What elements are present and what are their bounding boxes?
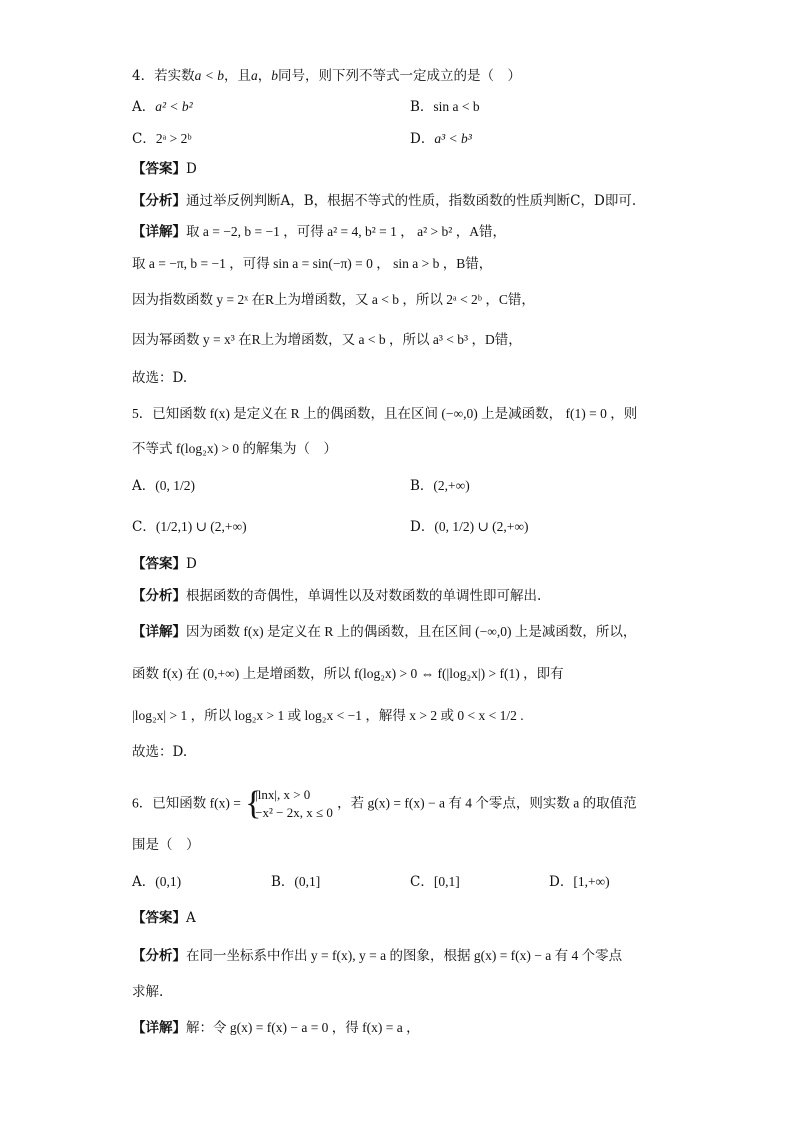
q5-option-a-label: A．	[132, 478, 156, 494]
q5-detail-tag: 【详解】	[132, 624, 186, 640]
q5-detail-3	[132, 706, 524, 726]
q5-choice	[132, 742, 187, 762]
q5-answer	[132, 554, 197, 574]
q6-option-c-label: C．	[410, 874, 434, 890]
q6-analysis-1-text: 在同一坐标系中作出 y = f(x), y = a 的图象，根据 g(x) = f(x) − a 有 4 个零点	[186, 948, 623, 963]
q6-detail-1	[132, 1018, 420, 1038]
q4-analysis	[132, 191, 636, 211]
q6-option-b-text: (0,1]	[294, 874, 321, 889]
q6-analysis-tag: 【分析】	[132, 948, 186, 964]
q5-stem-2-text: 不等式 f(log₂x) > 0 的解集为（ ）	[132, 441, 338, 456]
q5-stem-2	[132, 439, 337, 459]
q4-answer	[132, 159, 197, 179]
q6-answer	[132, 908, 196, 928]
q6-option-a-text: (0,1)	[155, 874, 182, 889]
q5-analysis-tag: 【分析】	[132, 588, 186, 604]
q4-detail-4	[132, 330, 522, 350]
q6-piecewise	[245, 786, 333, 822]
q6-answer-value: A	[186, 910, 196, 926]
q4-option-c	[132, 129, 192, 149]
q5-option-b-label: B．	[410, 478, 434, 494]
q4-comma: ，	[257, 68, 272, 84]
q6-stem-1	[132, 786, 637, 822]
q6-detail-1-text: 解：令 g(x) = f(x) − a = 0 ，得 f(x) = a ，	[186, 1020, 420, 1035]
q4-option-b-text: sin a < b	[433, 99, 480, 114]
q6-brace: {	[245, 785, 262, 822]
q5-stem-1-text: 5．已知函数 f(x) 是定义在 R 上的偶函数，且在区间 (−∞,0) 上是减函数， f(1) = 0 ，则	[132, 406, 638, 421]
q6-option-c-text: [0,1]	[433, 874, 460, 889]
q6-stem-2	[132, 835, 200, 855]
q5-analysis-text: 根据函数的奇偶性，单调性以及对数函数的单调性即可解出.	[186, 588, 542, 604]
q4-condition: a < b	[194, 68, 224, 83]
q5-detail-2	[132, 664, 564, 684]
q4-detail-1	[132, 222, 506, 242]
q5-answer-tag: 【答案】	[132, 556, 186, 572]
q4-answer-tag: 【答案】	[132, 161, 186, 177]
q4-detail-2	[132, 254, 492, 274]
q4-option-c-text: 2ᵃ > 2ᵇ	[155, 131, 192, 146]
q4-choice-text: 故选：D.	[132, 370, 188, 386]
q6-option-a	[132, 872, 181, 892]
q5-option-c-text: (1/2,1) ∪ (2,+∞)	[155, 519, 247, 534]
q5-option-b	[410, 476, 470, 496]
q4-analysis-tag: 【分析】	[132, 193, 186, 209]
q6-option-d-text: [1,+∞)	[573, 874, 610, 889]
q4-option-a-label: A．	[132, 99, 156, 115]
q6-detail-tag: 【详解】	[132, 1020, 186, 1036]
q6-option-a-label: A．	[132, 874, 156, 890]
q5-stem-1	[132, 404, 637, 424]
q5-option-d	[410, 517, 529, 537]
q5-detail-1	[132, 622, 636, 642]
q5-detail-2-text: 函数 f(x) 在 (0,+∞) 上是增函数，所以 f(log₂x) > 0 ⇔ f(|log₂x|) > f(1) ，即有	[132, 666, 564, 681]
q6-stem-2-text: 围是（ ）	[132, 837, 200, 853]
q4-detail-1-text: 取 a = −2, b = −1 ，可得 a² = 4, b² = 1 ， a² > b² ，A错，	[186, 224, 506, 239]
q6-option-d	[549, 872, 610, 892]
q5-option-d-label: D．	[410, 519, 435, 535]
q5-option-a-text: (0, 1/2)	[155, 478, 195, 493]
q6-case-2: −x² − 2x, x ≤ 0	[255, 805, 333, 820]
q4-stem	[132, 66, 521, 86]
q4-option-b	[410, 97, 480, 117]
q5-option-d-text: (0, 1/2) ∪ (2,+∞)	[434, 519, 529, 534]
q5-answer-value: D	[186, 556, 197, 572]
q4-choice	[132, 368, 187, 388]
q4-detail-3	[132, 290, 535, 310]
q5-option-c-label: C．	[132, 519, 156, 535]
q4-option-a-text: a² < b²	[155, 99, 193, 114]
q4-option-d-label: D．	[410, 131, 435, 147]
q6-stem-prefix: 6．已知函数 f(x) =	[132, 795, 241, 811]
q4-analysis-text: 通过举反例判断A，B，根据不等式的性质，指数函数的性质判断C，D即可.	[186, 193, 637, 209]
q5-option-a	[132, 476, 195, 496]
q4-option-d	[410, 129, 472, 149]
q6-stem-suffix: ，若 g(x) = f(x) − a 有 4 个零点，则实数 a 的取值范	[337, 795, 637, 811]
q4-var-a: a	[250, 68, 258, 83]
q4-stem-mid: ，且	[223, 68, 251, 84]
q5-analysis	[132, 586, 541, 606]
q5-detail-1-text: 因为函数 f(x) 是定义在 R 上的偶函数，且在区间 (−∞,0) 上是减函数，所以，	[186, 624, 637, 639]
q6-analysis-1	[132, 946, 622, 966]
q6-analysis-2-text: 求解.	[132, 984, 164, 1000]
q6-option-c	[410, 872, 460, 892]
q4-detail-2-text: 取 a = −π, b = −1 ，可得 sin a = sin(−π) = 0 ， sin a > b ，B错，	[132, 256, 493, 271]
q4-answer-value: D	[186, 161, 197, 177]
q6-case-1: |lnx|, x > 0	[255, 787, 311, 802]
q6-answer-tag: 【答案】	[132, 910, 186, 926]
q6-option-d-label: D．	[549, 874, 574, 890]
q4-detail-3-text: 因为指数函数 y = 2ˣ 在R上为增函数，又 a < b ，所以 2ᵃ < 2ᵇ ，C错，	[132, 292, 535, 307]
q4-stem-suffix: 同号，则下列不等式一定成立的是（ ）	[277, 68, 521, 84]
q6-option-b-label: B．	[271, 874, 295, 890]
q4-var-b: b	[271, 68, 278, 83]
q4-stem-prefix: 4．若实数	[132, 68, 195, 84]
q5-option-b-text: (2,+∞)	[433, 478, 470, 493]
q5-detail-3-text: |log₂x| > 1 ，所以 log₂x > 1 或 log₂x < −1 ，解得 x > 2 或 0 < x < 1/2 .	[132, 708, 524, 723]
q5-choice-text: 故选：D.	[132, 744, 188, 760]
q4-option-b-label: B．	[410, 99, 434, 115]
q4-detail-4-text: 因为幂函数 y = x³ 在R上为增函数，又 a < b ，所以 a³ < b³ ，D错，	[132, 332, 522, 347]
q4-option-d-text: a³ < b³	[434, 131, 472, 146]
q5-option-c	[132, 517, 247, 537]
q6-analysis-2	[132, 982, 163, 1002]
q4-option-c-label: C．	[132, 131, 156, 147]
q4-option-a	[132, 97, 193, 117]
q4-detail-tag: 【详解】	[132, 224, 186, 240]
q6-option-b	[271, 872, 320, 892]
